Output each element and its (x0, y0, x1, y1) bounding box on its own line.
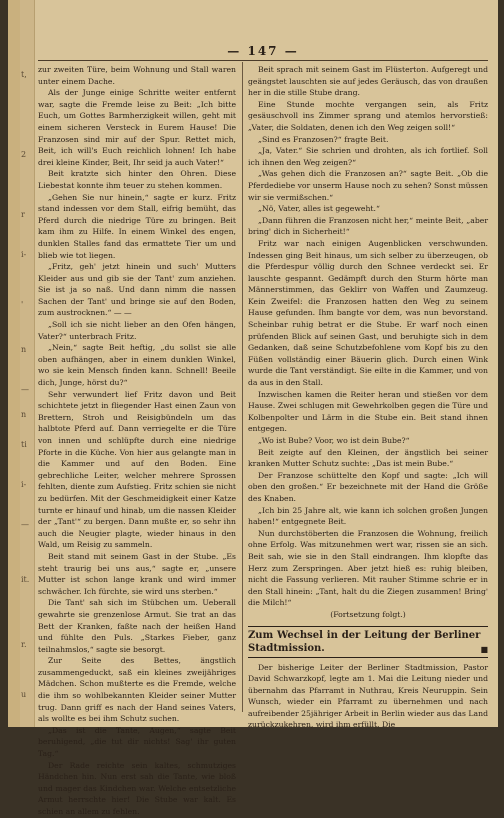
paragraph: „Nein,“ sagte Beit heftig, „du sollst sie alle oben aufhängen, aber in einem dunklen Winkel, wo sie kein Mensch finden kann. Schnell! Beeile dich, Junge, hörst du?“ (38, 343, 236, 388)
paragraph: Eine Stunde mochte vergangen sein, als Fritz gesäuschvoll ins Zimmer sprang und atemlos hervorstieß: „Vater, die Soldaten, denen ich den Weg zeigen soll!“ (248, 99, 488, 132)
paragraph: „Nö, Vater, alles ist gegeweht.“ (258, 204, 380, 214)
edge-mark: i- (21, 480, 27, 489)
paragraph: „Ja, Vater.“ Sie schrien und drohten, als ich fortlief. Soll ich ihnen den Weg zeigen?“ (248, 146, 488, 167)
paragraph: Die Tant' sah sich im Stübchen um. Ueberall gewahrte sie grenzenlose Armut. Sie trat an das Bett der Kranken, faßte nach der heißen Hand und fühlte den Puls. „Starkes Fieber, ganz teilnahmslos,“ sagte sie besorgt. (38, 598, 236, 654)
edge-mark: — (21, 520, 29, 529)
article-title: Zum Wechsel in der Leitung der Berliner Stadtmission. (248, 629, 481, 654)
edge-mark: i- (21, 250, 27, 259)
page-number: — 147 — (227, 44, 299, 58)
article-body: Der bisherige Leiter der Berliner Stadtmission, Pastor David Schwarzkopf, legte am 1. Mai die Leitung nieder und übernahm das Pfarramt in Nuthrau, Kreis Neuruppin. Sein Wunsch, wieder ein Pfarramt zu übernehmen und nach aufreibender 25jähriger Arbeit in Berlin wieder aus das Land zurückzukehren, wird ihm erfüllt. Die (248, 662, 488, 730)
paragraph: Als der Junge einige Schritte weiter entfernt war, sagte die Fremde leise zu Beit: „Ich bitte Euch, um Gottes Barmherzigkeit willen, geht mit einem sicheren Versteck in Eurem Hause! Die Franzosen sind mir auf der Spur. Rettet mich, Beit, ich will's Euch reichlich lohnen! Ich habe drei kleine Kinder, Beit, Ihr seid ja auch Vater!“ (38, 88, 236, 167)
paragraph: zur zweiten Türe, beim Wohnung und Stall waren unter einem Dache. (38, 65, 236, 86)
paragraph: Beit kratzte sich hinter den Ohren. Diese Liebestat konnte ihm teuer zu stehen kommen. (38, 169, 236, 190)
newspaper-page (8, 0, 498, 816)
paragraph: Nun durchstöberten die Franzosen die Wohnung, freilich ohne Erfolg. Was mitzunehmen wert war, rissen sie an sich. Beit sah, wie sie in den Stall eindrangen. Ihm klopfte das Herz zum Zerspringen. Aber jetzt hieß es: ruhig bleiben, nicht die Fassung verlieren. Mit rauher Stimme schrie er in den Stall hinein: „Tant, halt du die Ziegen zusammen! Bring' die Milch!“ (248, 528, 488, 608)
edge-mark: — (21, 385, 29, 394)
edge-mark: r. (21, 640, 27, 649)
continuation-note: (Fortsetzung folgt.) (330, 609, 406, 619)
edge-mark: ti (21, 440, 27, 449)
paragraph: Beit stand mit seinem Gast in der Stube. „Es steht traurig bei uns aus,“ sagte er, „unsere Mutter ist schon lange krank und wird immer schwächer. Ich fürchte, sie wird uns sterben.“ (38, 551, 236, 596)
paragraph: „Soll ich sie nicht lieber an den Ofen hängen, Vater?“ unterbrach Fritz. (38, 320, 236, 341)
paragraph: Der Franzose schüttelte den Kopf und sagte: „Ich will oben den großen.“ Er bezeichnete mit der Hand die Größe des Knaben. (248, 470, 488, 503)
edge-mark: ' (21, 300, 24, 309)
paragraph: Inzwischen kamen die Reiter heran und stießen vor dem Hause. Zwei schlugen mit Gewehrkolben gegen die Türe und Kolbenpolter und Lärm in die Stube ein. Beit stand ihnen entgegen. (248, 389, 488, 434)
edge-mark: it. (21, 575, 30, 584)
edge-mark: n (21, 410, 27, 419)
paragraph: „Dann führen die Franzosen nicht her,“ meinte Beit, „aber bring' dich in Sicherheit!“ (248, 215, 488, 237)
edge-mark: u (21, 690, 27, 699)
previous-page-edge (20, 0, 35, 727)
paragraph: „Das ist die Tante, Augen,“ sagte Beit beruhigend, „die tut dir nichts! Sag' ihr guten Tag.“ (38, 725, 236, 759)
paragraph: „Gehen Sie nur hinein,“ sagte er kurz. Fritz stand indessen vor dem Stall, eifrig bemüht, das Pferd durch die niedrige Türe zu bringen. Beit kam ihm zu Hilfe. In einem Winkel des engen, dunklen Stalles fand das ermattete Tier um und blieb wie tot liegen. (38, 192, 236, 260)
article-heading-box (248, 626, 488, 658)
paragraph: Zur Seite des Bettes, ängstlich zusammengeduckt, saß ein kleines zweijähriges Mädchen. Schon mußterte es die Fremde, welche die ihm so wohlbekannten Kleider seiner Mutter trug. Dann griff es nach der Hand seines Vaters, als wollte es bei ihm Schutz suchen. (38, 656, 236, 724)
edge-mark: 2 (21, 150, 27, 159)
binding-gutter (8, 0, 20, 727)
edge-mark: t, (21, 70, 27, 79)
paragraph: „Ich bin 25 Jahre alt, wie kann ich solchen großen Jungen haben!“ entgegnete Beit. (248, 505, 488, 527)
paragraph: Fritz war nach einigen Augenblicken verschwunden. Indessen ging Beit hinaus, um sich selber zu überzeugen, ob die Pferdespur völlig durch den Schnee verdeckt sei. Er lauschte gespannt. Gedämpft durch den Sturm hörte man Männerstimmen, das Geklirr von Waffen und Zaumzeug. Kein Zweifel: die Franzosen hatten den Weg zu seinem Hause gefunden. Ihm bangte vor dem, was nun bevorstand. Scheinbar ruhig betrat er die Stube. Er warf noch einen prüfenden Blick auf seinen Gast, und beruhigte sich in dem Gedanken, daß seine Schutzbefohlene vom Kopf bis zu den Füßen vollständig einer Bäuerin glich. Durch einen Wink wurde die Tant verständigt. Sie eilte in die Kammer, und von da aus in den Stall. (248, 238, 488, 388)
paragraph: „Wo ist Bube? Voor, wo ist dein Bube?“ (258, 436, 410, 445)
edge-mark: r (21, 210, 25, 219)
square-marker-icon: ■ (480, 643, 488, 654)
paragraph: „Sind es Franzosen?“ fragte Beit. (258, 134, 389, 144)
right-column (248, 64, 488, 731)
left-column (38, 64, 236, 818)
paragraph: „Fritz, geh' jetzt hinein und such' Mutters Kleider aus und gib sie der Tant' zum anziehen. Sie ist ja so naß. Und dann nimm die nassen Sachen der Tant' und bringe sie auf den Boden, zum austrocknen.“ — — (38, 262, 236, 318)
paragraph: Der Rade reichte sein kaltes, schmutziges Händchen hin. Nun erst sah die Tante, wie bloß und mager das Kindchen war. Welche entsetzliche Armut herrschte hier! Die Stube war kalt. Es schien an allem zu fehlen. (38, 760, 236, 816)
paragraph: „Was gehen dich die Franzosen an?“ sagte Beit. „Ob die Pferdediebe vor unserm Hause noch zu sehen? Sonst müssen wir sie vermißschen.“ (248, 169, 488, 202)
edge-mark: n (21, 345, 27, 354)
paragraph: Beit zeigte auf den Kleinen, der ängstlich bei seiner kranken Mutter Schutz suchte: „Das ist mein Bube.“ (248, 447, 488, 469)
column-divider (242, 62, 243, 712)
paragraph: Sehr verwundert lief Fritz davon und Beit schichtete jetzt in fliegender Hast einen Zaun von Brettern, Stroh und Reisigbündeln um das halbtote Pferd auf. Dann verriegelte er die Türe von innen und schlüpfte durch eine niedrige Pforte in die Küche. Von hier aus gelangte man in die Kammer und auf den Boden. Eine gebrechliche Leiter, welcher mehrere Sprossen fehlten, diente zum Aufstieg. Fritz schien sie nicht zu bedürfen. Mit der Geschmeidigkeit einer Katze turnte er hinauf und hinab, um die nassen Kleider der „Tant'“ zu bergen. Dann mußte er, so sehr ihn auch die Neugier plagte, wieder hinaus in den Wald, um Reisig zu sammeln. (38, 389, 236, 550)
header-rule (38, 60, 488, 61)
paragraph: Beit sprach mit seinem Gast im Flüsterton. Aufgeregt und geängstet lauschten sie auf jedes Geräusch, das von draußen her in die stille Stube drang. (248, 65, 488, 98)
